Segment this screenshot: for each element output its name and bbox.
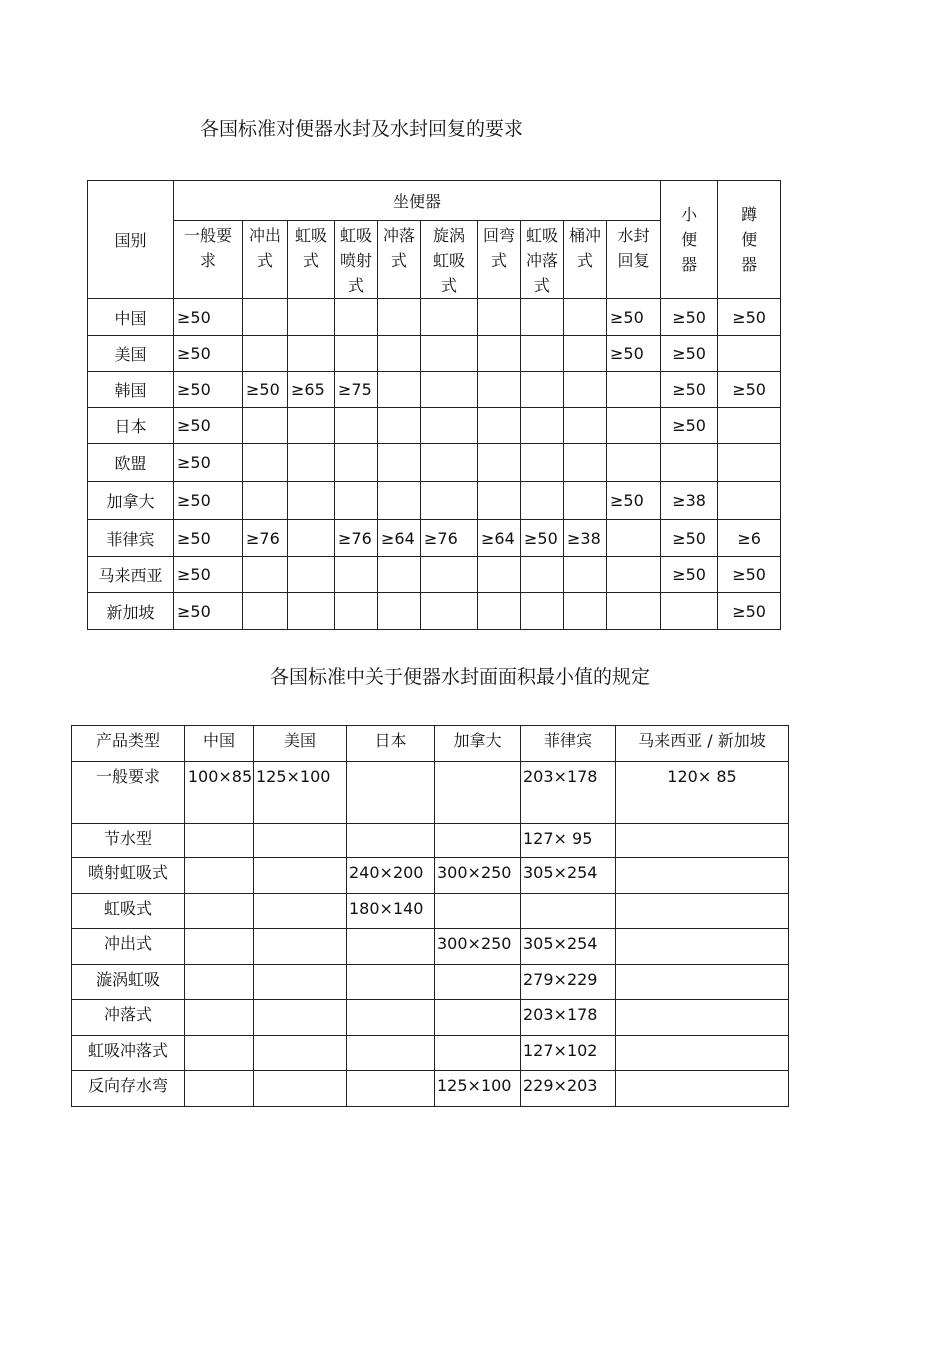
table2-header-cell: 中国 — [185, 726, 254, 762]
value-cell — [288, 336, 335, 372]
toilet-group-header: 坐便器 — [174, 181, 661, 221]
value-cell — [335, 482, 378, 520]
area-cell — [185, 965, 254, 1000]
product-type-cell: 虹吸式 — [72, 894, 185, 929]
area-cell — [185, 894, 254, 929]
value-cell: ≥50 — [174, 444, 243, 482]
subheader-9: 水封回复 — [607, 221, 661, 299]
value-cell — [564, 444, 607, 482]
country-cell: 美国 — [88, 336, 174, 372]
area-cell — [347, 929, 435, 965]
subheader-1: 冲出式 — [243, 221, 288, 299]
value-cell — [564, 372, 607, 408]
value-cell: ≥50 — [607, 336, 661, 372]
value-cell — [607, 408, 661, 444]
value-cell — [521, 372, 564, 408]
area-cell — [254, 1000, 347, 1036]
table2-row — [72, 1071, 789, 1107]
value-cell — [243, 444, 288, 482]
value-cell: ≥76 — [243, 520, 288, 557]
value-cell — [478, 482, 521, 520]
area-cell: 240×200 — [347, 858, 435, 894]
value-cell — [421, 444, 478, 482]
value-cell — [521, 557, 564, 593]
value-cell: ≥50 — [174, 299, 243, 336]
table2-row — [72, 894, 789, 929]
value-cell — [378, 372, 421, 408]
area-cell — [347, 965, 435, 1000]
subheader-6: 回弯式 — [478, 221, 521, 299]
area-cell: 127×102 — [521, 1036, 616, 1071]
value-cell: ≥50 — [174, 482, 243, 520]
product-type-cell: 漩涡虹吸 — [72, 965, 185, 1000]
value-cell — [521, 299, 564, 336]
value-cell — [564, 557, 607, 593]
value-cell — [378, 408, 421, 444]
area-cell — [185, 824, 254, 858]
table2-row — [72, 858, 789, 894]
value-cell: ≥76 — [421, 520, 478, 557]
value-cell: ≥50 — [607, 482, 661, 520]
value-cell — [335, 557, 378, 593]
value-cell — [521, 336, 564, 372]
table2-title: 各国标准中关于便器水封面面积最小值的规定 — [270, 666, 651, 688]
value-cell: ≥50 — [661, 336, 718, 372]
table2-header-cell: 产品类型 — [72, 726, 185, 762]
value-cell — [607, 593, 661, 630]
area-cell — [616, 858, 789, 894]
value-cell — [521, 408, 564, 444]
area-cell — [616, 1000, 789, 1036]
area-cell — [254, 1036, 347, 1071]
product-type-cell: 虹吸冲落式 — [72, 1036, 185, 1071]
value-cell — [288, 299, 335, 336]
country-cell: 新加坡 — [88, 593, 174, 630]
value-cell — [478, 408, 521, 444]
area-cell: 300×250 — [435, 929, 521, 965]
value-cell — [521, 482, 564, 520]
value-cell — [718, 336, 781, 372]
value-cell — [564, 482, 607, 520]
table1-title: 各国标准对便器水封及水封回复的要求 — [200, 118, 524, 140]
value-cell — [288, 444, 335, 482]
value-cell — [607, 372, 661, 408]
area-cell — [254, 1071, 347, 1107]
area-cell — [185, 1036, 254, 1071]
value-cell: ≥38 — [661, 482, 718, 520]
value-cell — [564, 299, 607, 336]
value-cell — [478, 336, 521, 372]
value-cell — [421, 372, 478, 408]
value-cell — [478, 299, 521, 336]
product-type-cell: 冲出式 — [72, 929, 185, 965]
value-cell — [243, 557, 288, 593]
value-cell — [564, 336, 607, 372]
value-cell — [607, 557, 661, 593]
value-cell — [607, 520, 661, 557]
area-cell — [616, 1036, 789, 1071]
table1-row — [88, 372, 781, 408]
value-cell — [521, 444, 564, 482]
area-cell — [435, 762, 521, 824]
country-cell: 欧盟 — [88, 444, 174, 482]
value-cell — [288, 408, 335, 444]
area-cell — [254, 824, 347, 858]
table2-header-cell: 日本 — [347, 726, 435, 762]
table2-header-row — [72, 726, 789, 762]
area-cell: 127× 95 — [521, 824, 616, 858]
value-cell — [243, 593, 288, 630]
area-cell — [185, 1000, 254, 1036]
value-cell — [288, 482, 335, 520]
area-cell: 100×85 — [185, 762, 254, 824]
value-cell: ≥50 — [718, 557, 781, 593]
table1-row — [88, 520, 781, 557]
value-cell: ≥50 — [174, 593, 243, 630]
area-cell: 120× 85 — [616, 762, 789, 824]
value-cell: ≥50 — [661, 299, 718, 336]
value-cell — [378, 299, 421, 336]
area-cell: 203×178 — [521, 762, 616, 824]
value-cell: ≥50 — [661, 557, 718, 593]
value-cell: ≥50 — [661, 408, 718, 444]
value-cell — [607, 444, 661, 482]
country-cell: 加拿大 — [88, 482, 174, 520]
product-type-cell: 冲落式 — [72, 1000, 185, 1036]
table2-header-cell: 加拿大 — [435, 726, 521, 762]
value-cell: ≥6 — [718, 520, 781, 557]
urinal-header: 小便器 — [661, 181, 718, 299]
squat-toilet-header: 蹲便器 — [718, 181, 781, 299]
value-cell — [378, 482, 421, 520]
value-cell: ≥50 — [174, 557, 243, 593]
country-cell: 韩国 — [88, 372, 174, 408]
area-cell — [521, 894, 616, 929]
area-cell — [185, 858, 254, 894]
value-cell — [378, 444, 421, 482]
value-cell: ≥64 — [378, 520, 421, 557]
country-cell: 菲律宾 — [88, 520, 174, 557]
product-type-cell: 喷射虹吸式 — [72, 858, 185, 894]
area-cell: 125×100 — [254, 762, 347, 824]
area-cell — [347, 1071, 435, 1107]
value-cell — [421, 557, 478, 593]
table2-row — [72, 1036, 789, 1071]
value-cell — [378, 557, 421, 593]
area-cell — [435, 894, 521, 929]
value-cell: ≥38 — [564, 520, 607, 557]
value-cell — [421, 408, 478, 444]
table2-row — [72, 762, 789, 824]
value-cell — [335, 593, 378, 630]
value-cell: ≥75 — [335, 372, 378, 408]
value-cell — [421, 593, 478, 630]
value-cell — [243, 482, 288, 520]
table1-row — [88, 299, 781, 336]
value-cell — [335, 444, 378, 482]
value-cell — [661, 444, 718, 482]
value-cell — [478, 593, 521, 630]
value-cell — [378, 593, 421, 630]
area-cell — [254, 858, 347, 894]
subheader-5: 旋涡虹吸式 — [421, 221, 478, 299]
table2-header-cell: 马来西亚 / 新加坡 — [616, 726, 789, 762]
area-cell — [616, 894, 789, 929]
value-cell — [478, 444, 521, 482]
table2-header-cell: 菲律宾 — [521, 726, 616, 762]
table2-header-cell: 美国 — [254, 726, 347, 762]
value-cell — [243, 336, 288, 372]
table2-row — [72, 824, 789, 858]
area-cell: 279×229 — [521, 965, 616, 1000]
value-cell — [718, 444, 781, 482]
value-cell: ≥50 — [661, 372, 718, 408]
value-cell: ≥50 — [174, 520, 243, 557]
value-cell — [478, 557, 521, 593]
subheader-2: 虹吸式 — [288, 221, 335, 299]
value-cell — [421, 299, 478, 336]
area-cell — [435, 965, 521, 1000]
value-cell: ≥50 — [243, 372, 288, 408]
value-cell — [335, 336, 378, 372]
country-cell: 马来西亚 — [88, 557, 174, 593]
area-cell — [254, 965, 347, 1000]
table2-row — [72, 965, 789, 1000]
value-cell — [243, 299, 288, 336]
table1-row — [88, 408, 781, 444]
value-cell: ≥50 — [661, 520, 718, 557]
country-cell: 日本 — [88, 408, 174, 444]
area-cell: 125×100 — [435, 1071, 521, 1107]
subheader-8: 桶冲式 — [564, 221, 607, 299]
water-surface-area-table — [71, 725, 789, 1107]
table2-row — [72, 929, 789, 965]
value-cell — [521, 593, 564, 630]
value-cell — [421, 336, 478, 372]
area-cell — [616, 965, 789, 1000]
table1-row — [88, 336, 781, 372]
product-type-cell: 节水型 — [72, 824, 185, 858]
product-type-cell: 一般要求 — [72, 762, 185, 824]
subheader-0: 一般要求 — [174, 221, 243, 299]
subheader-4: 冲落式 — [378, 221, 421, 299]
value-cell: ≥65 — [288, 372, 335, 408]
area-cell: 180×140 — [347, 894, 435, 929]
area-cell — [347, 1000, 435, 1036]
value-cell — [335, 408, 378, 444]
value-cell — [564, 593, 607, 630]
value-cell: ≥64 — [478, 520, 521, 557]
area-cell — [435, 824, 521, 858]
water-seal-requirements-table — [87, 180, 781, 630]
value-cell — [243, 408, 288, 444]
value-cell: ≥50 — [718, 593, 781, 630]
subheader-3: 虹吸喷射式 — [335, 221, 378, 299]
value-cell: ≥76 — [335, 520, 378, 557]
value-cell: ≥50 — [174, 408, 243, 444]
area-cell — [254, 929, 347, 965]
country-header: 国别 — [88, 181, 174, 299]
value-cell: ≥50 — [718, 372, 781, 408]
area-cell — [185, 1071, 254, 1107]
area-cell — [254, 894, 347, 929]
area-cell: 300×250 — [435, 858, 521, 894]
area-cell: 305×254 — [521, 929, 616, 965]
table1-row — [88, 593, 781, 630]
area-cell — [616, 929, 789, 965]
value-cell — [335, 299, 378, 336]
value-cell — [288, 557, 335, 593]
value-cell: ≥50 — [174, 372, 243, 408]
area-cell — [435, 1036, 521, 1071]
area-cell — [435, 1000, 521, 1036]
area-cell: 229×203 — [521, 1071, 616, 1107]
product-type-cell: 反向存水弯 — [72, 1071, 185, 1107]
table1-row — [88, 444, 781, 482]
value-cell — [478, 372, 521, 408]
area-cell: 203×178 — [521, 1000, 616, 1036]
value-cell — [421, 482, 478, 520]
value-cell — [718, 408, 781, 444]
area-cell — [347, 824, 435, 858]
country-cell: 中国 — [88, 299, 174, 336]
value-cell — [288, 520, 335, 557]
value-cell — [378, 336, 421, 372]
area-cell — [347, 762, 435, 824]
table2-row — [72, 1000, 789, 1036]
value-cell: ≥50 — [718, 299, 781, 336]
area-cell: 305×254 — [521, 858, 616, 894]
area-cell — [185, 929, 254, 965]
area-cell — [616, 1071, 789, 1107]
value-cell — [718, 482, 781, 520]
subheader-7: 虹吸冲落式 — [521, 221, 564, 299]
table1-row — [88, 557, 781, 593]
area-cell — [347, 1036, 435, 1071]
value-cell — [661, 593, 718, 630]
value-cell — [288, 593, 335, 630]
area-cell — [616, 824, 789, 858]
value-cell: ≥50 — [607, 299, 661, 336]
value-cell — [564, 408, 607, 444]
table1-row — [88, 482, 781, 520]
value-cell: ≥50 — [521, 520, 564, 557]
value-cell: ≥50 — [174, 336, 243, 372]
